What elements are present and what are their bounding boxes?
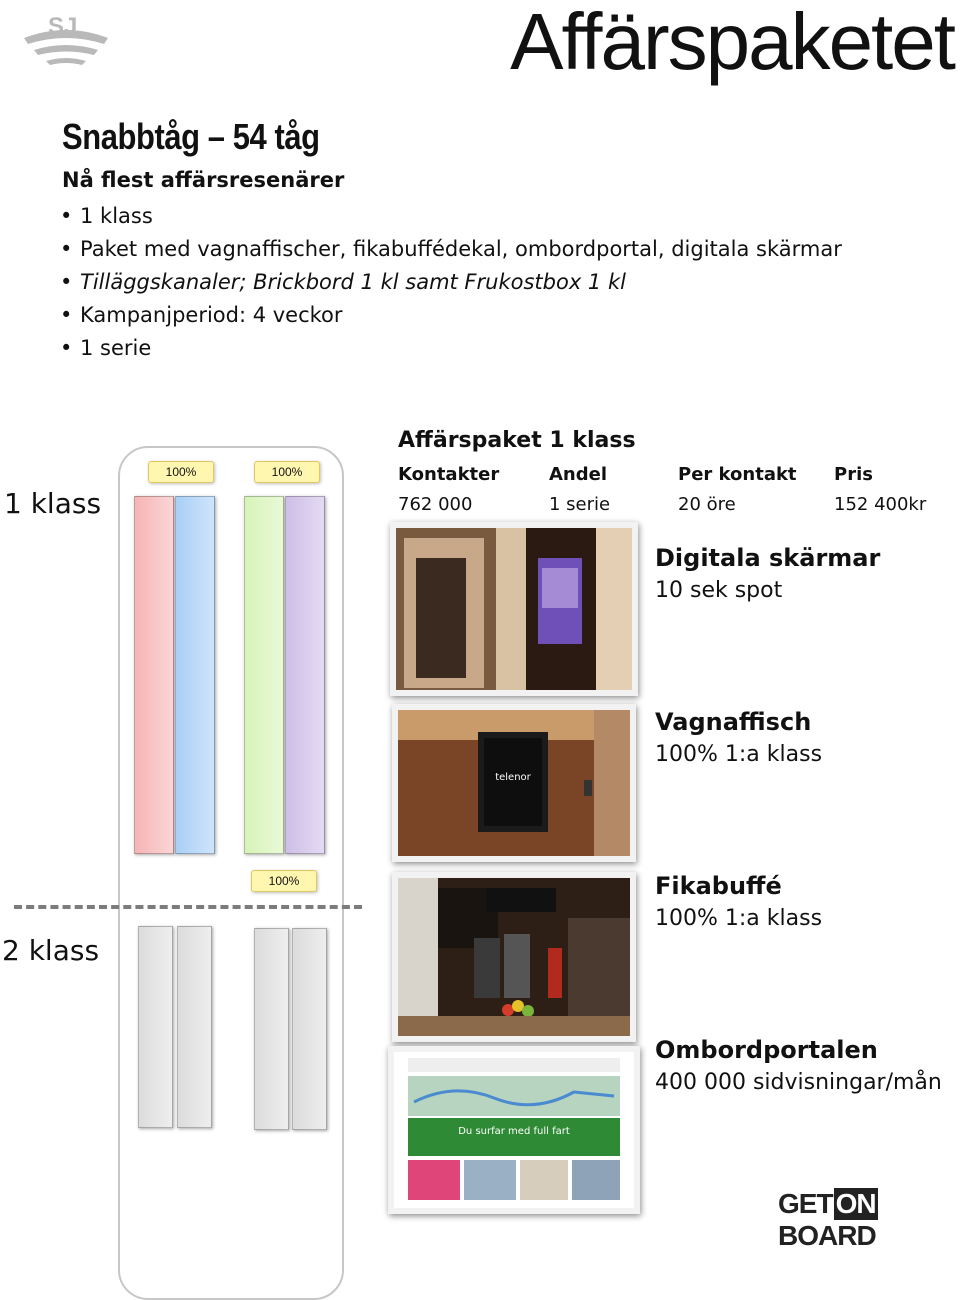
second-class-car-bar: [177, 926, 212, 1128]
second-class-car-bar: [254, 928, 289, 1130]
logo-on: ON: [835, 1188, 876, 1219]
digital-screens-photo: [390, 522, 638, 696]
column-header-andel: Andel: [549, 464, 608, 485]
bullet-item: • Kampanjperiod: 4 veckor: [60, 299, 842, 332]
first-class-label: 1 klass: [4, 487, 102, 520]
feature-title: Digitala skärmar: [655, 544, 881, 572]
feature-title: Fikabuffé: [655, 872, 782, 900]
feature-text: 400 000 sidvisningar/mån: [655, 1070, 942, 1095]
coverage-badge: 100%: [148, 461, 214, 483]
page-title: Affärspaketet: [510, 0, 954, 86]
coverage-badge: 100%: [251, 870, 317, 892]
coverage-badge: 100%: [254, 461, 320, 483]
onboard-portal-photo: [388, 1046, 640, 1214]
bullet-item: • Paket med vagnaffischer, fikabuffédekal, ombordportal, digitala skärmar: [60, 233, 842, 266]
wagon-poster-photo: [392, 704, 636, 862]
svg-text:Du surfar med full fart: Du surfar med full fart: [458, 1126, 570, 1137]
buffet-photo: [392, 872, 636, 1042]
section-subtitle: Nå flest affärsresenärer: [62, 168, 345, 192]
bullet-item: • 1 serie: [60, 332, 842, 365]
column-header-per-kontakt: Per kontakt: [678, 464, 797, 485]
column-header-kontakter: Kontakter: [398, 464, 500, 485]
second-class-car-bar: [138, 926, 173, 1128]
second-class-car-bar: [292, 928, 327, 1130]
logo-get: GET: [778, 1188, 833, 1219]
feature-title: Ombordportalen: [655, 1036, 878, 1064]
sj-logo: [20, 8, 112, 78]
feature-text: 100% 1:a klass: [655, 906, 823, 931]
section-title: Snabbtåg – 54 tåg: [62, 116, 320, 157]
bullet-list: [60, 200, 842, 365]
value-per-kontakt: 20 öre: [678, 494, 736, 515]
getonboard-logo: [778, 1188, 960, 1252]
feature-title: Vagnaffisch: [655, 708, 812, 736]
column-header-pris: Pris: [834, 464, 873, 485]
second-class-label: 2 klass: [2, 934, 100, 967]
package-title: Affärspaket 1 klass: [398, 428, 636, 453]
class-divider-line: [14, 905, 362, 909]
value-pris: 152 400kr: [834, 494, 927, 515]
bullet-item: • Tilläggskanaler; Brickbord 1 kl samt Frukostbox 1 kl: [60, 266, 842, 299]
feature-text: 10 sek spot: [655, 578, 783, 603]
svg-text:SJ: SJ: [48, 13, 78, 40]
feature-text: 100% 1:a klass: [655, 742, 823, 767]
first-class-car-bar: [175, 496, 215, 854]
first-class-car-bar: [244, 496, 284, 854]
logo-board: BOARD: [778, 1220, 876, 1251]
first-class-car-bar: [285, 496, 325, 854]
bullet-item: • 1 klass: [60, 200, 842, 233]
svg-text:telenor: telenor: [495, 772, 531, 783]
value-kontakter: 762 000: [398, 494, 473, 515]
first-class-car-bar: [134, 496, 174, 854]
value-andel: 1 serie: [549, 494, 611, 515]
